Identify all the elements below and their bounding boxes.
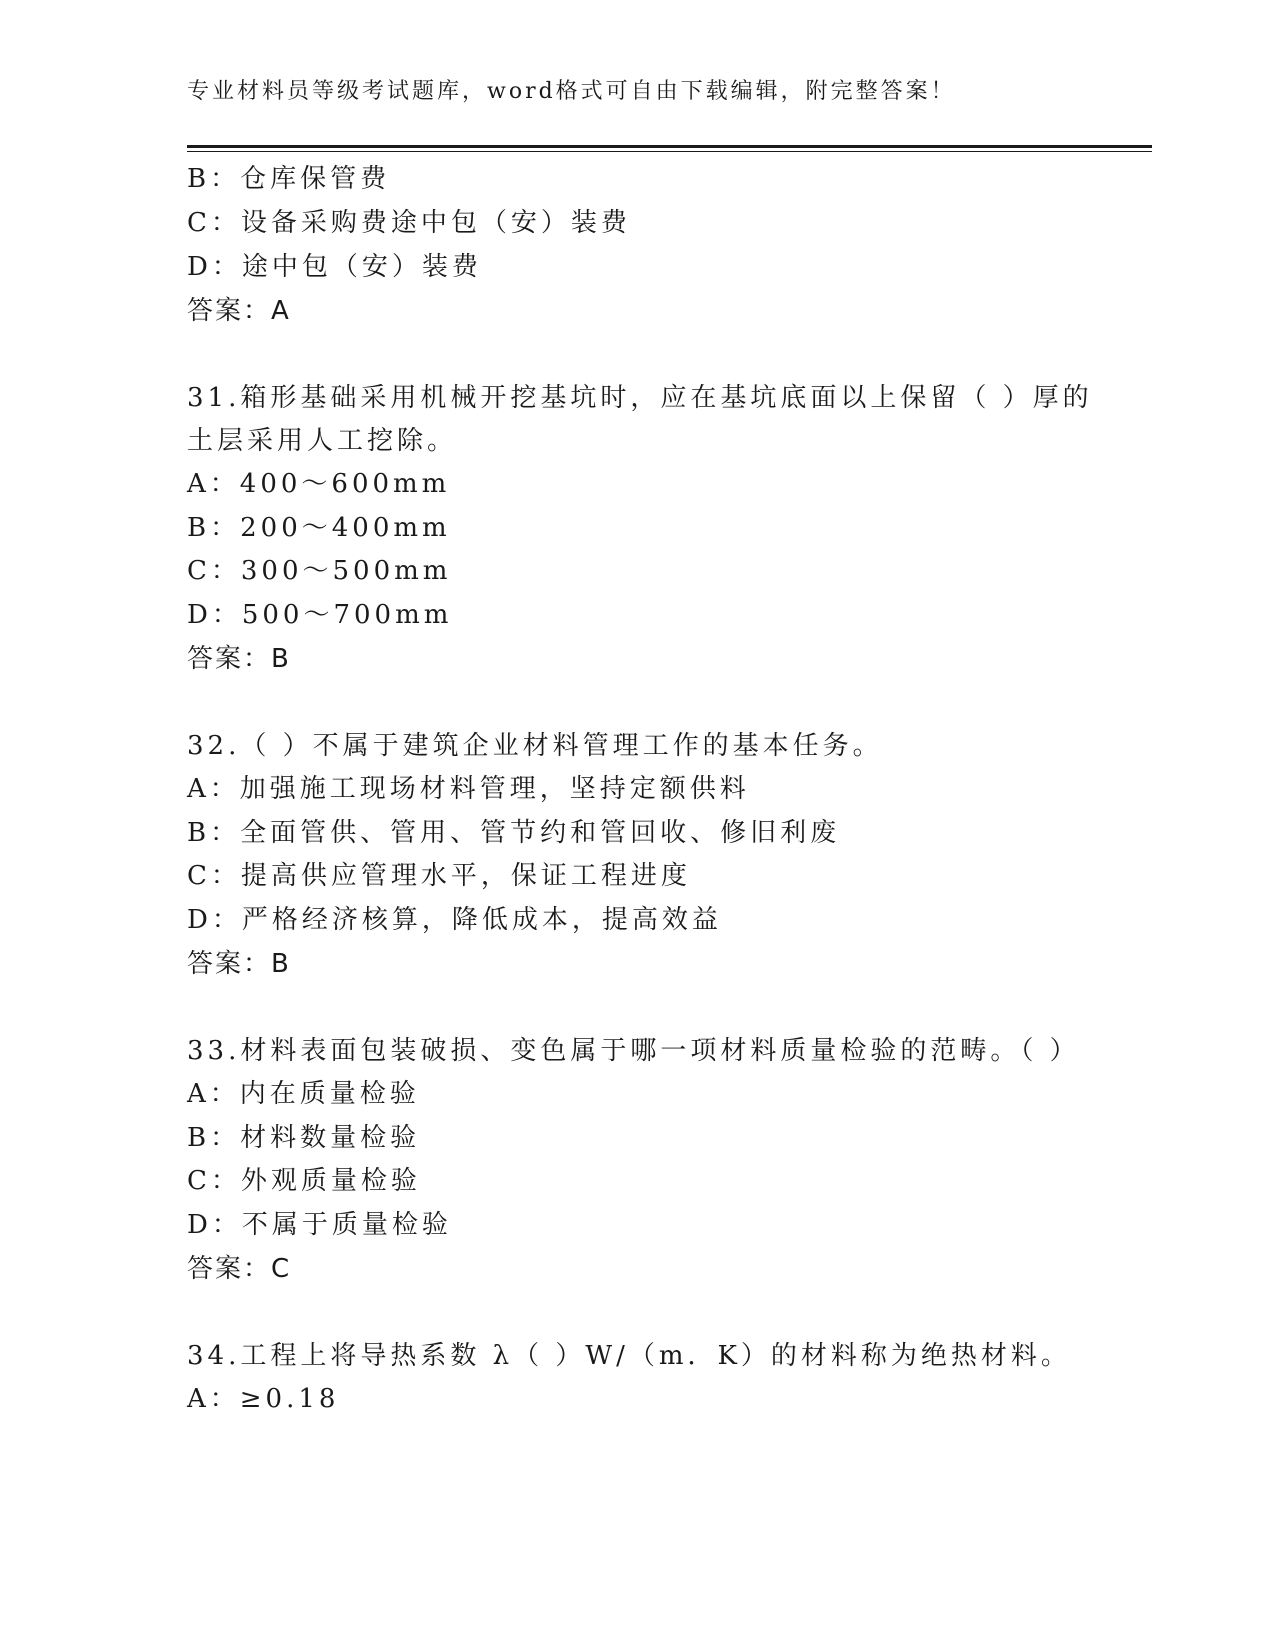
option-c-q33: C：外观质量检验 <box>187 1166 421 1196</box>
option-c-q30: C：设备采购费途中包（安）装费 <box>187 208 631 238</box>
option-c-q31: C：300～500mm <box>187 556 452 586</box>
question-33: 33.材料表面包装破损、变色属于哪一项材料质量检验的范畴。（ ） <box>187 1036 1080 1066</box>
answer-q33: 答案：C <box>187 1254 292 1284</box>
option-a-q32: A：加强施工现场材料管理，坚持定额供料 <box>187 774 750 804</box>
option-b-q32: B：全面管供、管用、管节约和管回收、修旧利废 <box>187 818 841 848</box>
option-b-q30: B：仓库保管费 <box>187 164 391 194</box>
header-rule-thin <box>187 151 1152 152</box>
option-a-q34: A：≥0.18 <box>187 1384 340 1414</box>
option-a-q33: A：内在质量检验 <box>187 1079 420 1109</box>
option-d-q30: D：途中包（安）装费 <box>187 252 482 282</box>
option-b-q33: B：材料数量检验 <box>187 1123 421 1153</box>
answer-q31: 答案：B <box>187 644 291 674</box>
question-31-line1: 31.箱形基础采用机械开挖基坑时，应在基坑底面以上保留（ ）厚的 <box>187 383 1093 413</box>
question-32: 32.（ ）不属于建筑企业材料管理工作的基本任务。 <box>187 731 883 761</box>
option-d-q33: D：不属于质量检验 <box>187 1210 452 1240</box>
page-header: 专业材料员等级考试题库，word格式可自由下载编辑，附完整答案！ <box>187 79 956 104</box>
question-31-line2: 土层采用人工挖除。 <box>187 426 458 456</box>
option-c-q32: C：提高供应管理水平，保证工程进度 <box>187 861 691 891</box>
answer-q30: 答案：A <box>187 296 291 326</box>
question-34: 34.工程上将导热系数 λ（ ）W/（m．K）的材料称为绝热材料。 <box>187 1341 1071 1371</box>
option-d-q31: D：500～700mm <box>187 600 453 630</box>
option-a-q31: A：400～600mm <box>187 469 451 499</box>
answer-q32: 答案：B <box>187 949 291 979</box>
option-b-q31: B：200～400mm <box>187 513 451 543</box>
header-rule-thick <box>187 145 1152 148</box>
option-d-q32: D：严格经济核算，降低成本，提高效益 <box>187 905 722 935</box>
